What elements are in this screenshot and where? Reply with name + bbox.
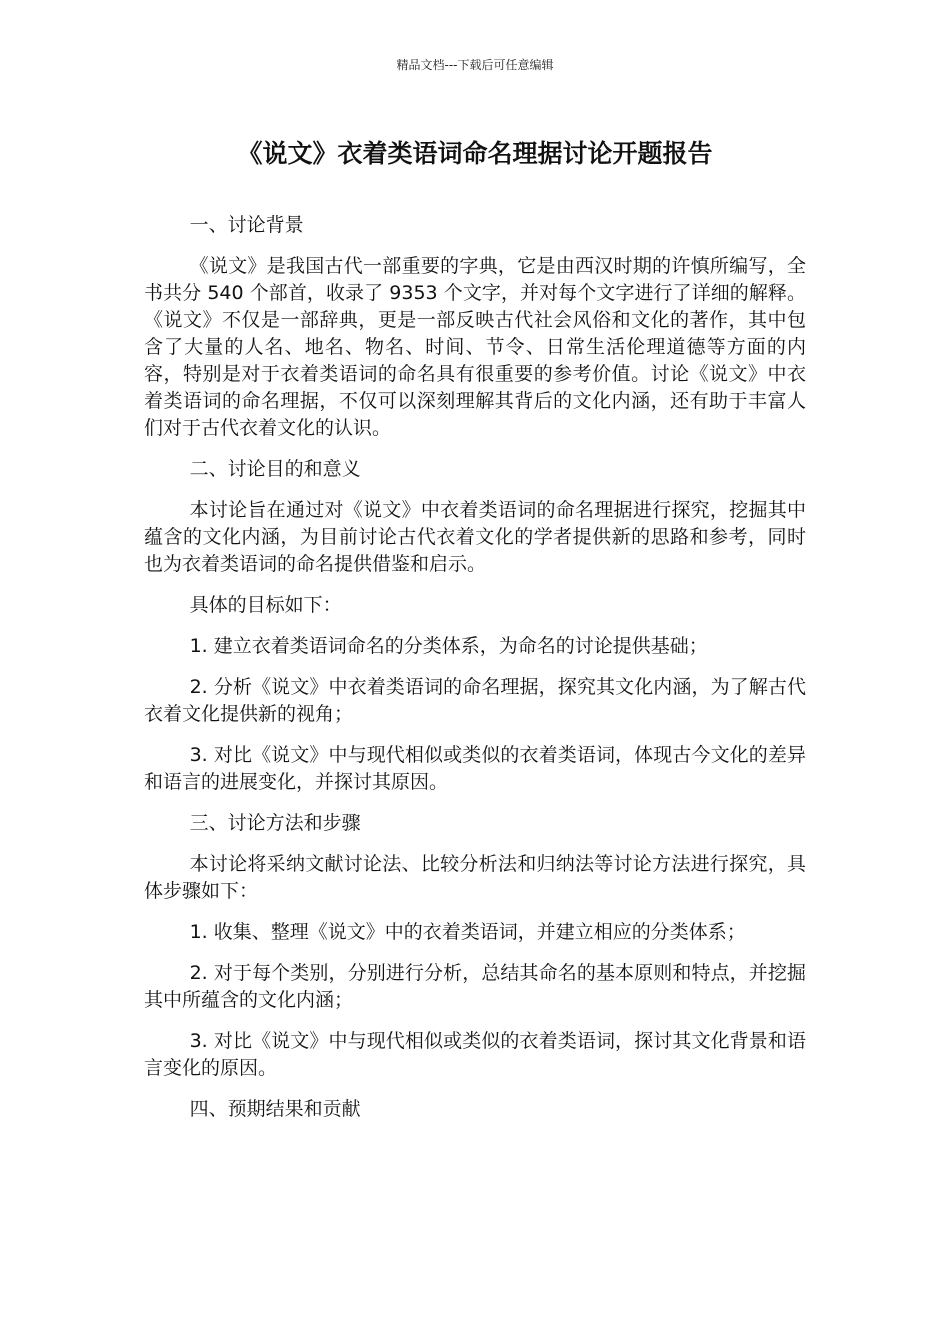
goal-item-1: 1. 建立衣着类语词命名的分类体系，为命名的讨论提供基础； (189, 635, 708, 657)
document-title: 《说文》衣着类语词命名理据讨论开题报告 (237, 139, 713, 168)
goal-item-2: 2. 分析《说文》中衣着类语词的命名理据，探究其文化内涵，为了解古代衣着文化提供新的视角； (144, 676, 806, 725)
paragraph-purpose: 本讨论旨在通过对《说文》中衣着类语词的命名理据进行探究，挖掘其中蕴含的文化内涵，为目前讨论古代衣着文化的学者提供新的思路和参考，同时也为衣着类语词的命名提供借鉴和启示。 (144, 499, 806, 575)
paragraph-goals-intro: 具体的目标如下： (189, 594, 342, 616)
page-header-note: 精品文档---下载后可任意编辑 (396, 58, 554, 72)
section-heading-purpose: 二、讨论目的和意义 (189, 458, 361, 480)
paragraph-methods: 本讨论将采纳文献讨论法、比较分析法和归纳法等讨论方法进行探究，具体步骤如下： (144, 853, 806, 902)
step-item-2: 2. 对于每个类别，分别进行分析，总结其命名的基本原则和特点，并挖掘其中所蕴含的文化内涵； (144, 962, 806, 1011)
section-heading-methods: 三、讨论方法和步骤 (189, 812, 361, 834)
section-heading-results: 四、预期结果和贡献 (189, 1098, 361, 1120)
step-item-1: 1. 收集、整理《说文》中的衣着类语词，并建立相应的分类体系； (189, 921, 746, 943)
document-body (144, 212, 806, 1137)
goal-item-3: 3. 对比《说文》中与现代相似或类似的衣着类语词，体现古今文化的差异和语言的进展变化，并探讨其原因。 (144, 744, 806, 793)
section-heading-background: 一、讨论背景 (189, 214, 304, 236)
step-item-3: 3. 对比《说文》中与现代相似或类似的衣着类语词，探讨其文化背景和语言变化的原因。 (144, 1030, 806, 1079)
paragraph-background: 《说文》是我国古代一部重要的字典，它是由西汉时期的许慎所编写，全书共分 540 个部首，收录了 9353 个文字，并对每个文字进行了详细的解释。《说文》不仅是一部辞典，更是一部反映古代社会风俗和文化的著作，其中包含了大量的人名、地名、物名、时间、节令、日常生活伦理道德等方面的内容，特别是对于衣着类语词的命名具有很重要的参考价值。讨论《说文》中衣着类语词的命名理据，不仅可以深刻理解其背后的文化内涵，还有助于丰富人们对于古代衣着文化的认识。 (144, 255, 806, 439)
